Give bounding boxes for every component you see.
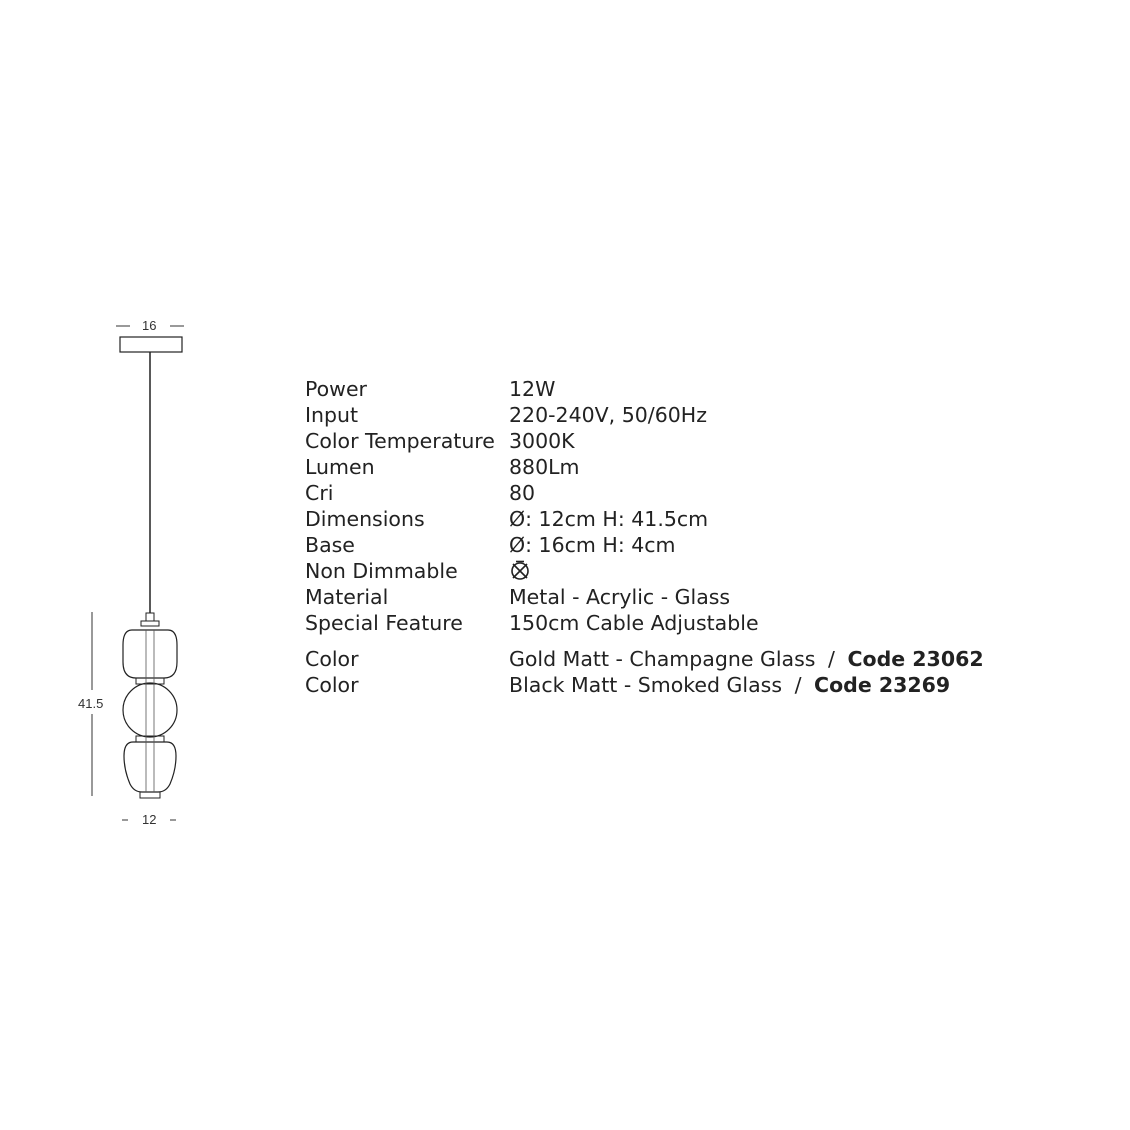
spec-value: 80 <box>509 481 536 505</box>
color-separator: / <box>794 673 802 697</box>
spec-value: Metal - Acrylic - Glass <box>509 585 731 609</box>
color-value <box>509 672 950 698</box>
spec-label: Lumen <box>305 455 375 479</box>
spec-label: Color Temperature <box>305 429 495 453</box>
spec-value: 220-240V, 50/60Hz <box>509 403 707 427</box>
color-label: Color <box>305 673 359 697</box>
top-dimension-label: 16 <box>142 318 157 333</box>
bottom-dimension-label: 12 <box>142 812 157 827</box>
spec-label: Material <box>305 585 389 609</box>
color-value <box>509 646 984 672</box>
color-separator: / <box>828 647 835 671</box>
product-code: Code 23269 <box>814 673 951 697</box>
spec-label: Input <box>305 403 359 427</box>
non-dimmable-icon <box>509 559 531 581</box>
spec-label: Base <box>305 533 355 557</box>
spec-value: 150cm Cable Adjustable <box>509 611 759 635</box>
spec-value: Ø: 16cm H: 4cm <box>509 533 676 557</box>
spec-value: 3000K <box>509 429 575 453</box>
color-finish: Gold Matt - Champagne Glass <box>509 647 816 671</box>
lamp-outline <box>60 300 210 840</box>
lamp-drawing <box>60 300 210 840</box>
spec-label: Power <box>305 377 367 401</box>
spec-label: Dimensions <box>305 507 425 531</box>
color-label: Color <box>305 647 359 671</box>
product-code: Code 23062 <box>847 647 984 671</box>
height-dimension-label: 41.5 <box>78 696 104 711</box>
spec-value: 12W <box>509 377 556 401</box>
spec-value: Ø: 12cm H: 41.5cm <box>509 507 709 531</box>
spec-value: 880Lm <box>509 455 580 479</box>
spec-label: Cri <box>305 481 334 505</box>
spec-label: Non Dimmable <box>305 559 458 583</box>
spec-label: Special Feature <box>305 611 463 635</box>
spec-value <box>509 558 531 584</box>
color-finish: Black Matt - Smoked Glass <box>509 673 783 697</box>
